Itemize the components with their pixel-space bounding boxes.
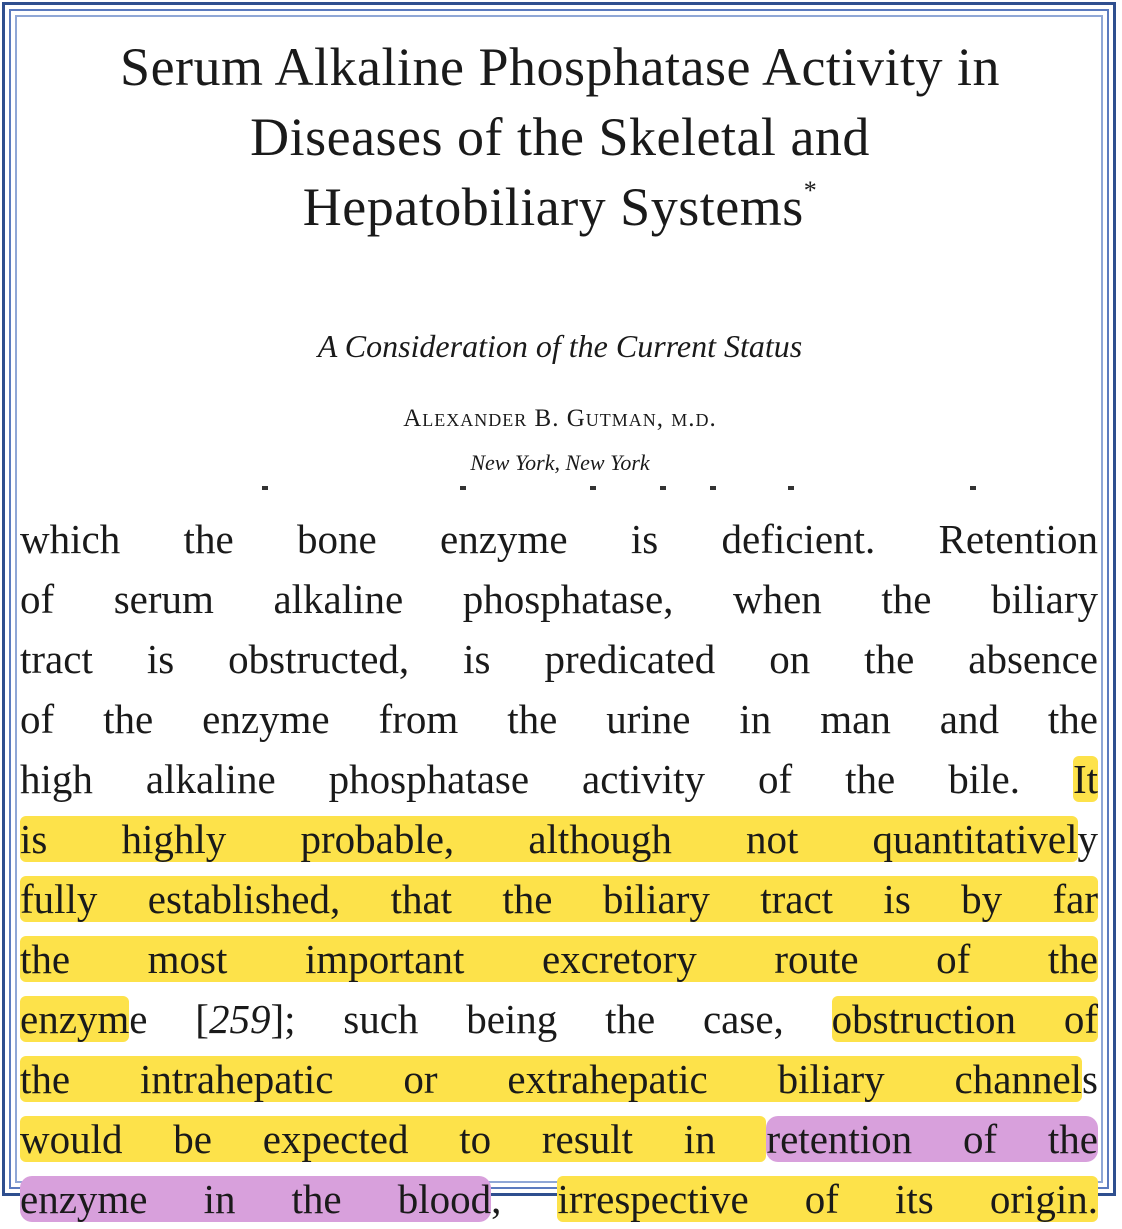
- highlight-purple: enzyme in the blood: [20, 1176, 492, 1222]
- text-line-5: high alkaline phosphatase activity of the bile. It: [20, 756, 1098, 802]
- highlight-yellow: obstruction of: [831, 996, 1098, 1042]
- text-line-1: which the bone enzyme is deficient. Retention: [20, 516, 1098, 562]
- article-title: [20, 32, 1100, 242]
- text-line-3: tract is obstructed, is predicated on the absence: [20, 636, 1098, 682]
- highlight-yellow: fully established, that the biliary tract is by far: [20, 876, 1098, 922]
- crop-marks: [20, 486, 1100, 496]
- citation-number: 259: [208, 996, 271, 1042]
- highlight-yellow: irrespective of its origin.: [557, 1176, 1099, 1222]
- text-line-8: [20, 929, 1098, 989]
- author-name: Alexander B. Gutman, m.d.: [403, 405, 717, 432]
- title-line-1: Serum Alkaline Phosphatase Activity in: [120, 37, 1000, 97]
- text-line-12: enzyme in the blood, irrespective of its origin.: [20, 1176, 1099, 1222]
- text-line-2: of serum alkaline phosphatase, when the biliary: [20, 576, 1098, 622]
- text-line-6: is highly probable, although not quantitatively: [20, 816, 1098, 862]
- highlight-yellow: enzym: [20, 996, 130, 1042]
- highlight-yellow: is highly probable, although not quantitativel: [20, 816, 1078, 862]
- page-content: [20, 20, 1100, 1222]
- text-line-10: the intrahepatic or extrahepatic biliary channels: [20, 1056, 1098, 1102]
- highlight-yellow: would be expected to result in: [20, 1116, 767, 1162]
- highlight-yellow: It: [1072, 756, 1098, 802]
- highlight-yellow: the intrahepatic or extrahepatic biliary channel: [20, 1056, 1083, 1102]
- text-line-7: [20, 869, 1098, 929]
- article-subtitle: A Consideration of the Current Status: [317, 328, 803, 364]
- footnote-marker: *: [803, 176, 818, 205]
- text-line-9: enzyme [259]; such being the case, obstruction of: [20, 996, 1098, 1042]
- body-paragraph: [20, 509, 1098, 1229]
- title-line-3: Hepatobiliary Systems: [302, 177, 804, 237]
- highlight-yellow: the most important excretory route of the: [20, 936, 1098, 982]
- title-line-2: Diseases of the Skeletal and: [250, 107, 870, 167]
- author-affiliation: New York, New York: [470, 450, 650, 475]
- highlight-purple: retention of the: [766, 1116, 1098, 1162]
- text-line-11: [20, 1109, 1098, 1169]
- text-line-4: of the enzyme from the urine in man and the: [20, 696, 1098, 742]
